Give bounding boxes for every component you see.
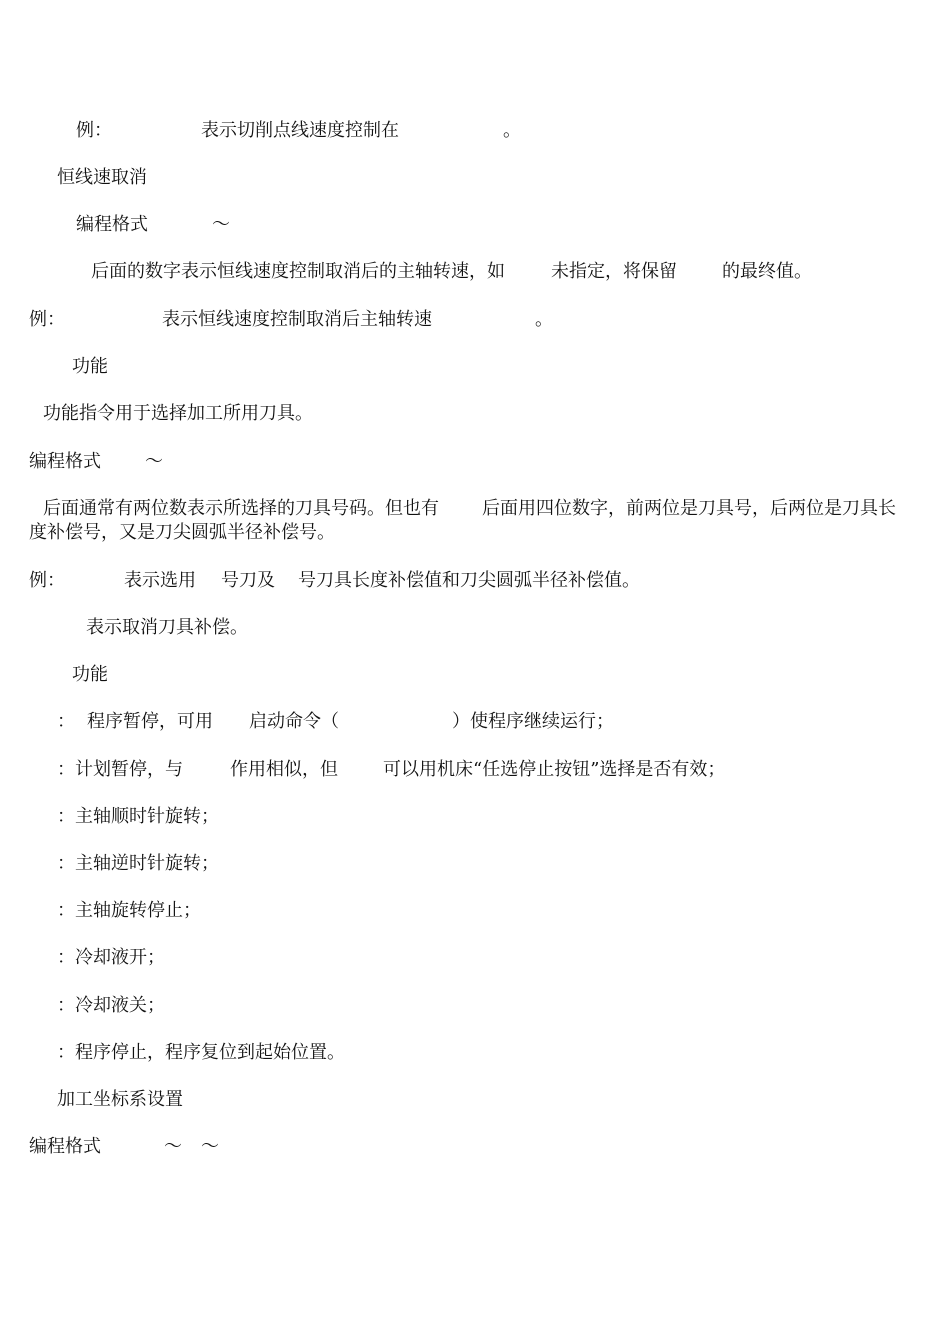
list-item-text: ：程序停止，程序复位到起始位置。 (57, 1042, 345, 1063)
format-label: 编程格式 (29, 451, 101, 472)
list-item-text: ：冷却液开； (57, 947, 165, 968)
format-label: 编程格式 (76, 214, 148, 235)
example-text: 表示选用 (124, 570, 196, 591)
example-text: 号刀具长度补偿值和刀尖圆弧半径补偿值。 (298, 570, 640, 591)
section-heading: 加工坐标系设置 (57, 1089, 183, 1110)
example-text: 表示切削点线速度控制在 (201, 120, 399, 141)
list-item-text: 可以用机床“任选停止按钮”选择是否有效； (383, 759, 726, 780)
format-tilde: ～ (201, 1136, 219, 1157)
section-heading: 功能 (72, 356, 108, 377)
list-item-text: 启动命令（ (249, 711, 339, 732)
example-label: 例： (29, 570, 65, 591)
body-text: 未指定，将保留 (551, 261, 677, 282)
body-text: 的最终值。 (722, 261, 812, 282)
list-item-text: ：主轴旋转停止； (57, 900, 201, 921)
example-text: 表示恒线速度控制取消后主轴转速 (162, 309, 432, 330)
body-text: 度补偿号，又是刀尖圆弧半径补偿号。 (29, 522, 335, 543)
format-tilde: ～ (212, 214, 230, 235)
section-heading: 恒线速取消 (57, 167, 147, 188)
example-label: 例： (76, 120, 112, 141)
list-item-text: ）使程序继续运行； (452, 711, 614, 732)
list-item-text: 程序暂停，可用 (87, 711, 213, 732)
body-text: 后面通常有两位数表示所选择的刀具号码。但也有 (43, 498, 439, 519)
list-item-text: 作用相似，但 (230, 759, 338, 780)
sentence-end: 。 (535, 309, 553, 330)
list-item-text: ：主轴逆时针旋转； (57, 853, 219, 874)
example-text: 表示取消刀具补偿。 (86, 617, 248, 638)
list-item-text: ：计划暂停，与 (57, 759, 183, 780)
list-colon: ： (57, 711, 75, 732)
list-item-text: ：冷却液关； (57, 995, 165, 1016)
body-text: 后面的数字表示恒线速度控制取消后的主轴转速，如 (91, 261, 505, 282)
format-label: 编程格式 (29, 1136, 101, 1157)
format-tilde: ～ (164, 1136, 182, 1157)
format-tilde: ～ (145, 451, 163, 472)
example-label: 例： (29, 309, 65, 330)
sentence-end: 。 (503, 120, 521, 141)
list-item-text: ：主轴顺时针旋转； (57, 806, 219, 827)
body-text: 功能指令用于选择加工所用刀具。 (43, 403, 313, 424)
body-text: 后面用四位数字，前两位是刀具号，后两位是刀具长 (482, 498, 896, 519)
section-heading: 功能 (72, 664, 108, 685)
example-text: 号刀及 (221, 570, 275, 591)
